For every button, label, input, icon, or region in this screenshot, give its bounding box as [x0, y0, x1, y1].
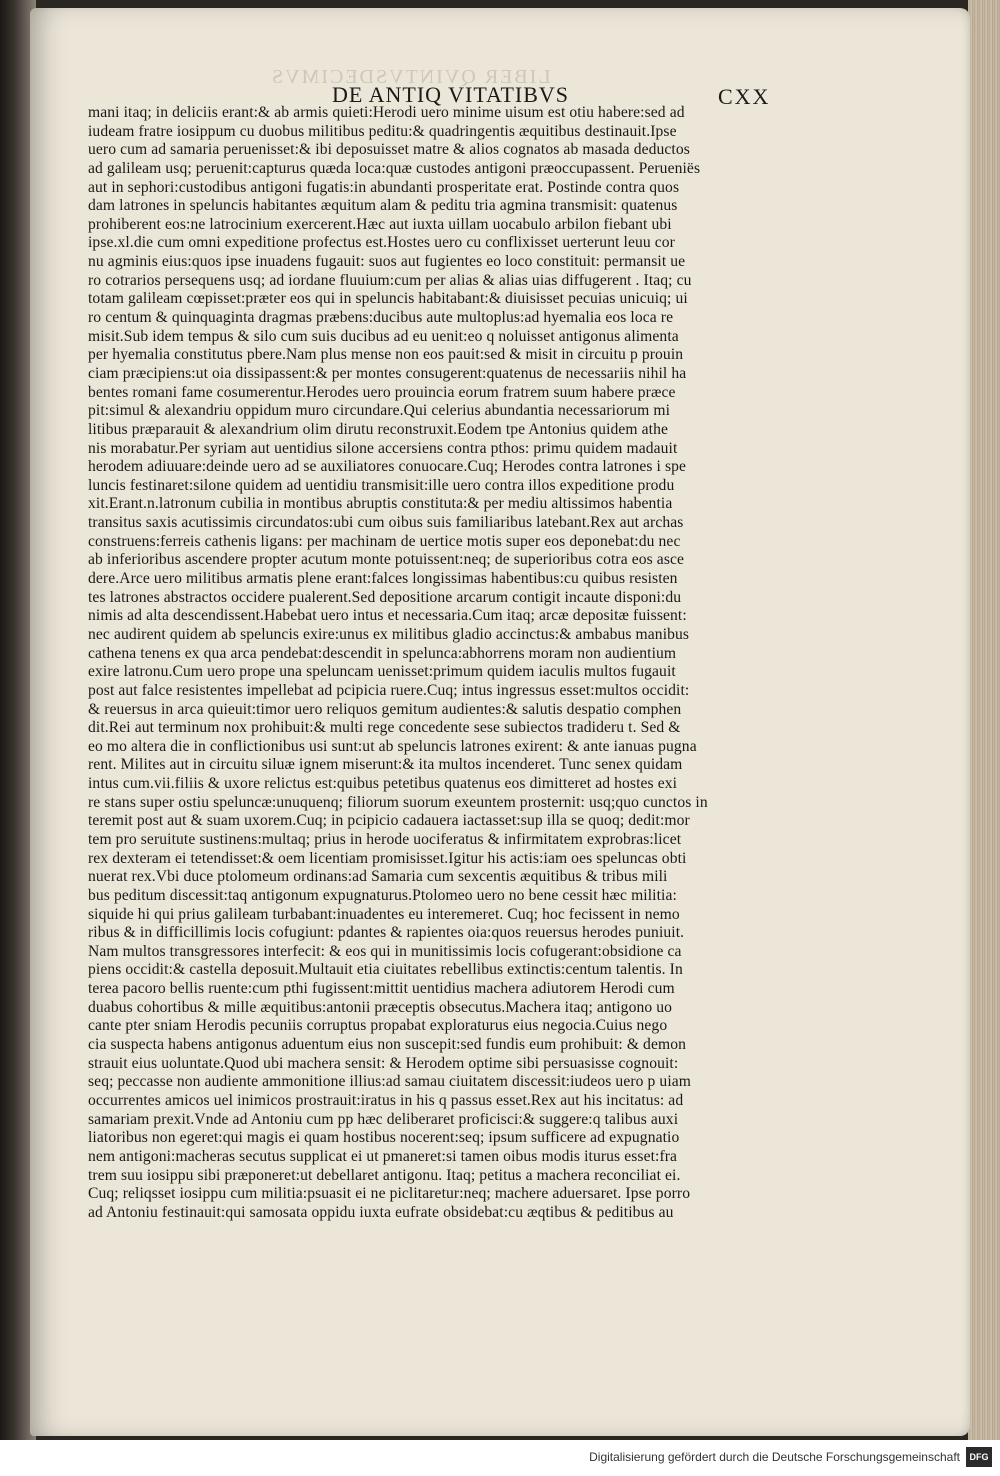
text-line: Nam multos transgressores interfecit: & eos qui in munitissimis locis cofugerant:obsidione ca: [88, 942, 682, 960]
text-line: trem suu iosippu sibi præponeret:ut debellaret antigonu. Itaq; petitus a machera reconciliat ei.: [88, 1166, 681, 1184]
text-line: post aut falce resistentes impellebat ad pcipicia ruere.Cuq; intus ingressus esset:multos occidit:: [88, 681, 690, 699]
text-line: ro cotrarios persequens usq; ad iordane fluuium:cum per alias & alias uias diffugerent . Itaq; cu: [88, 271, 692, 289]
dfg-logo-icon: DFG: [966, 1447, 992, 1467]
text-line: cia suspecta habens antigonus aduentum eius non suscepit:sed fundis eum prohibuit: & demon: [88, 1036, 686, 1054]
text-line: Cuq; reliqsset iosippu cum militia:psuasit ei ne piclitaretur:neq; machere aduersaret. Ipse porro: [88, 1185, 691, 1203]
page-edges: [968, 0, 1000, 1440]
bleed-through-text: LIBER QVINTVSDECIMVS: [270, 66, 551, 88]
text-line: strauit eius uoluntate.Quod ubi machera sensit: & Herodem optime sibi persuasisse cognouit:: [88, 1054, 679, 1072]
text-line: iudeam fratre iosippum cu duobus militibus peditu:& quadringentis æquitibus destinauit.Ipse: [88, 122, 677, 140]
text-line: aut in sephori:custodibus antigoni fugatis:in abundanti prosperitate erat. Postinde contra quos: [88, 178, 680, 196]
text-line: occurrentes amicos uel inimicos prostrauit:iratus in his q passus esset.Rex aut his incitatus: ad: [88, 1091, 684, 1109]
text-line: dam latrones in speluncis habitantes æquitum alam & peditu tria agmina transmisit: quatenus: [88, 197, 678, 215]
text-line: bentes romani fame cosumerentur.Herodes uero prouincia eorum fratrem suum habere præce: [88, 383, 676, 401]
text-line: ciam præcipiens:ut oia dissipassent:& per montes consugerent:quatenus de necessariis nihil ha: [88, 364, 687, 382]
text-line: misit.Sub idem tempus & silo cum suis ducibus ad eu uenit:eo q noluisset antigonus alimenta: [88, 327, 679, 345]
text-line: tes latrones abstractos occidere pualerent.Sed depositione arcarum contigit incaute disponi:du: [88, 588, 682, 606]
text-line: & reuersus in arca quieuit:timor uero reliquos gemitum audientes:& salutis despatio comphen: [88, 700, 682, 718]
text-line: mani itaq; in deliciis erant:& ab armis quieti:Herodi uero minime uisum est otiu habere:sed ad: [88, 104, 685, 121]
text-line: dit.Rei aut terminum nox prohibuit:& multi rege concedente sese subiectos tradideru t. Sed &: [88, 719, 681, 737]
text-line: terea pacoro bellis ruente:cum pthi fugissent:mittit uentidius machera adiutorem Herodi cum: [88, 980, 675, 998]
text-line: eo mo altera die in conflictionibus usi sunt:ut ab speluncis latrones exirent: & ante ianuas pugna: [88, 737, 697, 755]
text-line: nuerat rex.Vbi duce ptolomeum ordinans:ad Samaria cum sexcentis æquitibus & tribus mili: [88, 868, 668, 886]
text-line: ab inferioribus ascendere propter acutum monte potuissent:neq; de superioribus cotra eos asce: [88, 551, 685, 569]
text-line: tem pro seruitute sustinens:multaq; prius in herode uociferatus & infirmitatem exprobras:licet: [88, 830, 682, 848]
text-line: pit:simul & alexandriu oppidum muro circundare.Qui celerius abundantia necessariorum mi: [88, 402, 671, 420]
text-line: samariam prexit.Vnde ad Antoniu cum pp hæc deliberaret proficisci:& suggere:q talibus auxi: [88, 1110, 679, 1128]
text-line: piens occidit:& castella deposuit.Multauit etia ciuitates rebellibus extinctis:centum talentis. In: [88, 961, 683, 979]
text-line: ro centum & quinquaginta dragmas præbens:ducibus aute multoplus:ad hyemalia eos loca re: [88, 309, 674, 327]
text-line: bus peditum discessit:taq antigonum expugnaturus.Ptolomeo uero no bene cessit hæc militia:: [88, 886, 677, 904]
text-line: per hyemalia constitutus pbere.Nam plus mense non eos pauit:sed & misit in circuitu p prouin: [88, 346, 684, 364]
text-line: nu agminis eius:quos ipse inuadens fugauit: suos aut fugientes eo loco constituit: permansit ue: [88, 253, 686, 271]
text-line: intus cum.vii.filiis & uxore relictus est:quibus petetibus quatenus eos dimitteret ad hostes exi: [88, 775, 678, 793]
footer-bar: [0, 1440, 1000, 1476]
funding-notice: Digitalisierung gefördert durch die Deutsche Forschungsgemeinschaft: [589, 1450, 960, 1464]
text-line: totam galileam cœpisset:præter eos qui in speluncis habitabant:& diuisisset pecuias unicuiq; ui: [88, 290, 688, 308]
text-line: rent. Milites aut in circuitu siluæ ignem miserunt:& ita multos incenderet. Tunc senex quidam: [88, 756, 683, 774]
text-line: luncis festinaret:silone quidem ad uentidiu transmisit:ille uero contra illos expeditione produ: [88, 476, 675, 494]
text-line: re stans super ostiu speluncæ:unuquenq; filiorum suorum exeuntem prosternit: usq;quo cunctos in: [88, 793, 708, 811]
text-line: ribus & in difficillimis locis cofugiunt: pdantes & rapientes oia:quos reuersus herodes puniuit.: [88, 924, 685, 942]
text-line: ad Antoniu festinauit:qui samosata oppidu iuxta eufrate obsidebat:cu æqtibus & peditibus au: [88, 1203, 674, 1221]
text-line: nec audirent quidem ab speluncis exire:unus ex militibus gladio accinctus:& ambabus manibus: [88, 625, 690, 643]
text-line: duabus cohortibus & mille æquitibus:antonii præceptis obsecutus.Machera itaq; antigono uo: [88, 998, 673, 1016]
text-line: litibus præparauit & alexandrium olim dirutu reconstruxit.Eodem tpe Antonius quidem athe: [88, 420, 669, 438]
text-line: transitus saxis acutissimis circundatos:ubi cum oibus suis familiaribus latebant.Rex aut archas: [88, 514, 684, 532]
text-line: ipse.xl.die cum omni expeditione profectus est.Hostes uero cu conflixisset uerterunt leuu cor: [88, 234, 675, 252]
text-line: nis morabatur.Per syriam aut uentidius silone accersiens contra pthos: primu quidem madauit: [88, 439, 678, 457]
folio-number: CXX: [718, 84, 771, 109]
text-line: construens:ferreis cathenis ligans: per machinam de uertice motis super eos deponebat:du nec: [88, 532, 681, 550]
text-line: nimis ad alta descendissent.Habebat uero intus et necessaria.Cum itaq; arcæ depositæ fuissent:: [88, 607, 687, 625]
text-line: liatoribus non egeret:qui magis ei quam hostibus nocerent:seq; ipsum sufficere ad expugnatio: [88, 1129, 680, 1147]
text-line: rex dexteram ei tetendisset:& oem licentiam promisisset.Igitur his actis:iam oes speluncas obti: [88, 849, 687, 867]
text-line: xit.Erant.n.latronum cubilia in montibus abruptis constituta:& per mediu altissimos habentia: [88, 495, 673, 513]
text-line: exire latronu.Cum uero prope una speluncam uenisset:primum quidem iaculis multos fugauit: [88, 663, 676, 681]
text-line: ad galileam usq; peruenit:capturus quæda loca:quæ custodes antigoni præoccupassent. Perueniës: [88, 159, 701, 177]
text-line: cante pter sniam Herodis pecuniis corruptus propabat exploraturus eius negocia.Cuius nego: [88, 1017, 668, 1035]
text-line: nem antigoni:macheras secutus supplicat ei ut pmaneret:si tamen oibus modis iturus esset:fra: [88, 1147, 678, 1165]
text-line: uero cum ad samaria peruenisset:& ibi deposuisset matre & alios cognatos ab masada deductos: [88, 141, 690, 159]
text-line: seq; peccasse non audiente ammonitione illius:ad samau ciuitatem discessit:iudeos uero p uiam: [88, 1073, 692, 1091]
text-line: dere.Arce uero militibus armatis plene erant:falces longissimas habentibus:cu quibus resisten: [88, 570, 678, 588]
running-title: DE ANTIQ VITATIBVS: [332, 82, 570, 107]
text-line: herodem adiuuare:deinde uero ad se auxiliatores conuocare.Cuq; Herodes contra latrones i spe: [88, 458, 687, 476]
text-line: prohiberent eos:ne latrocinium exercerent.Hæc aut iuxta uillam uocabulo arbilon fiebant ubi: [88, 215, 672, 233]
text-line: teremit post aut & suam uxorem.Cuq; in pcipicio cadauera iactasset:sup illa se quoq; dedit:mor: [88, 812, 690, 830]
text-line: cathena tenens ex qua arca pendebat:descendit in spelunca:abhorrens moram non audientium: [88, 644, 677, 662]
text-line: siquide hi qui prius galileam turbabant:inuadentes eu interemeret. Cuq; hoc fecissent in nemo: [88, 905, 680, 923]
body-text: [88, 104, 778, 1222]
